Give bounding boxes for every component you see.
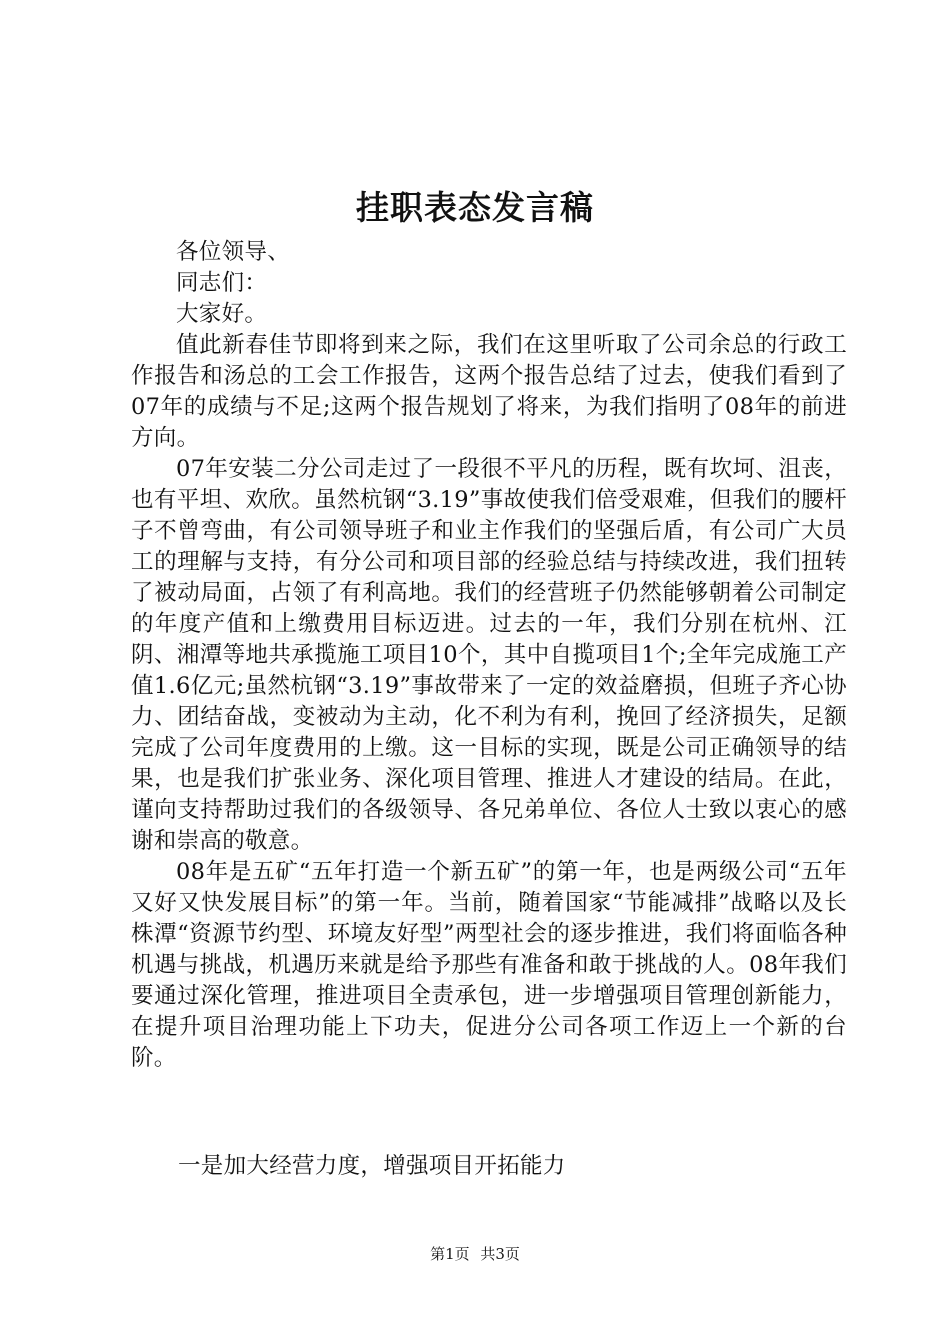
salutation-greeting: 大家好。 xyxy=(176,301,268,327)
salutation-leaders: 各位领导、 xyxy=(176,239,291,265)
paragraph-opening: 值此新春佳节即将到来之际，我们在这里听取了公司余总的行政工作报告和汤总的工会工作报告，这两个报告总结了过去，使我们看到了07年的成绩与不足;这两个报告规划了将来，为我们指明了08年的前进方向。 xyxy=(131,332,847,451)
document-title: 挂职表态发言稿 xyxy=(356,188,594,227)
paragraph-outlook-2008: 08年是五矿“五年打造一个新五矿”的第一年，也是两级公司“五年又好又快发展目标”的第一年。当前，随着国家“节能减排”战略以及长株潭“资源节约型、环境友好型”两型社会的逐步推进，我们将面临各种机遇与挑战，机遇历来就是给予那些有准备和敢于挑战的人。08年我们要通过深化管理，推进项目全责承包，进一步增强项目管理创新能力，在提升项目治理功能上下功夫，促进分公司各项工作迈上一个新的台阶。 xyxy=(131,859,847,1071)
salutation-comrades: 同志们： xyxy=(176,270,268,296)
page-total: 共3页 xyxy=(480,1245,520,1263)
page-number: 第1页 xyxy=(430,1245,470,1263)
document-body xyxy=(131,237,847,1074)
paragraph-review-2007: 07年安装二分公司走过了一段很不平凡的历程，既有坎坷、沮丧，也有平坦、欢欣。虽然杭钢“3.19”事故使我们倍受艰难，但我们的腰杆子不曾弯曲，有公司领导班子和业主作我们的坚强后盾，有公司广大员工的理解与支持，有分公司和项目部的经验总结与持续改进，我们扭转了被动局面，占领了有利高地。我们的经营班子仍然能够朝着公司制定的年度产值和上缴费用目标迈进。过去的一年，我们分别在杭州、江阴、湘潭等地共承揽施工项目10个，其中自揽项目1个;全年完成施工产值1.6亿元;虽然杭钢“3.19”事故带来了一定的效益磨损，但班子齐心协力、团结奋战，变被动为主动，化不利为有利，挽回了经济损失，足额完成了公司年度费用的上缴。这一目标的实现，既是公司正确领导的结果，也是我们扩张业务、深化项目管理、推进人才建设的结局。在此，谨向支持帮助过我们的各级领导、各兄弟单位、各位人士致以衷心的感谢和崇高的敬意。 xyxy=(131,456,847,854)
page-footer xyxy=(0,1244,950,1264)
section-heading: 一是加大经营力度，增强项目开拓能力 xyxy=(178,1153,566,1179)
